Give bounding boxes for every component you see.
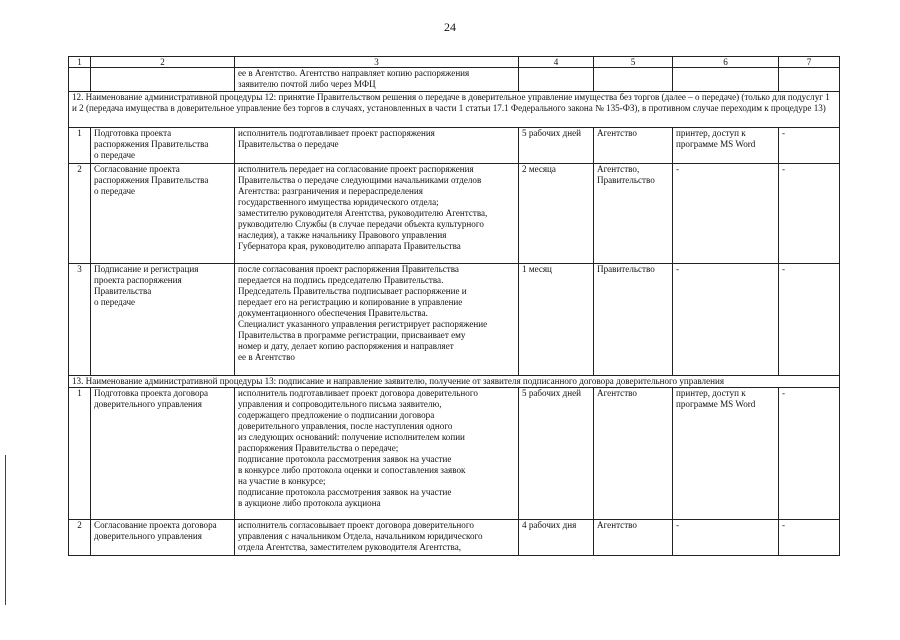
cell-term: 5 рабочих дней — [519, 388, 594, 520]
cell-responsible: Агентство — [594, 388, 673, 520]
page-number: 24 — [444, 20, 456, 34]
cell-responsible: Правительство — [594, 264, 673, 376]
cell-num — [69, 68, 91, 92]
cell-name: Подготовка проекта договора доверительного управления — [91, 388, 235, 520]
cell-name: Подписание и регистрация проекта распоряжения Правительства о передаче — [91, 264, 235, 376]
section-13-title: 13. Наименование административной процедуры 13: подписание и направление заявителю, получение от заявителя подписанного договора доверительного управления — [69, 376, 840, 388]
table-row — [69, 164, 840, 264]
cell-forms: - — [779, 388, 840, 520]
margin-scan-mark — [5, 455, 6, 605]
col-number-1: 1 — [69, 57, 91, 68]
table-row — [69, 68, 840, 92]
table-row — [69, 128, 840, 164]
cell-desc: исполнитель подготавливает проект распоряжения Правительства о передаче — [235, 128, 519, 164]
cell-responsible: Агентство — [594, 520, 673, 556]
cell-desc: ее в Агентство. Агентство направляет копию распоряжения заявителю почтой либо через МФЦ — [235, 68, 519, 92]
cell-num: 2 — [69, 164, 91, 264]
table-row — [69, 264, 840, 376]
cell-forms: - — [779, 164, 840, 264]
section-12-header — [69, 92, 840, 128]
col-number-3: 3 — [235, 57, 519, 68]
cell-responsible: Агентство, Правительство — [594, 164, 673, 264]
cell-resources — [673, 68, 779, 92]
cell-responsible: Агентство — [594, 128, 673, 164]
col-number-5: 5 — [594, 57, 673, 68]
cell-term: 5 рабочих дней — [519, 128, 594, 164]
cell-name: Согласование проекта распоряжения Правительства о передаче — [91, 164, 235, 264]
cell-resources: - — [673, 264, 779, 376]
cell-resources: - — [673, 520, 779, 556]
cell-resources: - — [673, 164, 779, 264]
cell-num: 1 — [69, 388, 91, 520]
col-number-2: 2 — [91, 57, 235, 68]
cell-term: 2 месяца — [519, 164, 594, 264]
section-12-title: 12. Наименование административной процедуры 12: принятие Правительством решения о передаче в доверительное управление имущества без торгов (далее – о передаче) (только для подуслуг 1 и 2 (передача имущества в доверительное управление без торгов в случаях, установленных в части 1 статьи 17.1 Федерального закона № 135-ФЗ), в противном случае переходим к процедуре 13) — [69, 92, 840, 128]
cell-num: 3 — [69, 264, 91, 376]
section-13-header — [69, 376, 840, 388]
cell-resources: принтер, доступ к программе MS Word — [673, 388, 779, 520]
cell-name — [91, 68, 235, 92]
cell-desc: исполнитель подготавливает проект договора доверительного управления и сопроводительного письма заявителю, содержащего предложение о подписании договора доверительного управления, после наступления одного из следующих оснований: получение исполнителем копии распоряжения Правительства о передаче; подписание протокола рассмотрения заявок на участие в конкурсе либо протокола оценки и сопоставления заявок на участие в конкурсе; подписание протокола рассмотрения заявок на участие в аукционе либо протокола аукциона — [235, 388, 519, 520]
column-numbers-row — [69, 57, 840, 68]
cell-name: Согласование проекта договора доверительного управления — [91, 520, 235, 556]
cell-desc: после согласования проект распоряжения Правительства передается на подпись председателю Правительства. Председатель Правительства подписывает распоряжение и передает его на регистрацию и копирование в управление документационного обеспечения Правительства. Специалист указанного управления регистрирует распоряжение Правительства в программе регистрации, присваивает ему номер и дату, делает копию распоряжения и направляет ее в Агентство — [235, 264, 519, 376]
cell-desc: исполнитель согласовывает проект договора доверительного управления с начальником Отдела, начальником юридического отдела Агентства, заместителем руководителя Агентства, — [235, 520, 519, 556]
cell-term: 1 месяц — [519, 264, 594, 376]
cell-term: 4 рабочих дня — [519, 520, 594, 556]
cell-forms — [779, 68, 840, 92]
table-row — [69, 388, 840, 520]
cell-desc: исполнитель передает на согласование проект распоряжения Правительства о передаче следующими начальниками отделов Агентства: разграничения и перераспределения государственного имущества юридического отдела; заместителю руководителя Агентства, руководителю Агентства, руководителю Службы (в случае передачи объекта культурного наследия), а также начальнику Правового управления Губернатора края, руководителю аппарата Правительства — [235, 164, 519, 264]
cell-forms: - — [779, 128, 840, 164]
col-number-6: 6 — [673, 57, 779, 68]
cell-forms: - — [779, 520, 840, 556]
cell-term — [519, 68, 594, 92]
cell-name: Подготовка проекта распоряжения Правительства о передаче — [91, 128, 235, 164]
cell-forms: - — [779, 264, 840, 376]
cell-resources: принтер, доступ к программе MS Word — [673, 128, 779, 164]
cell-responsible — [594, 68, 673, 92]
col-number-4: 4 — [519, 57, 594, 68]
procedure-table — [68, 56, 840, 556]
cell-num: 2 — [69, 520, 91, 556]
cell-num: 1 — [69, 128, 91, 164]
col-number-7: 7 — [779, 57, 840, 68]
table-row — [69, 520, 840, 556]
